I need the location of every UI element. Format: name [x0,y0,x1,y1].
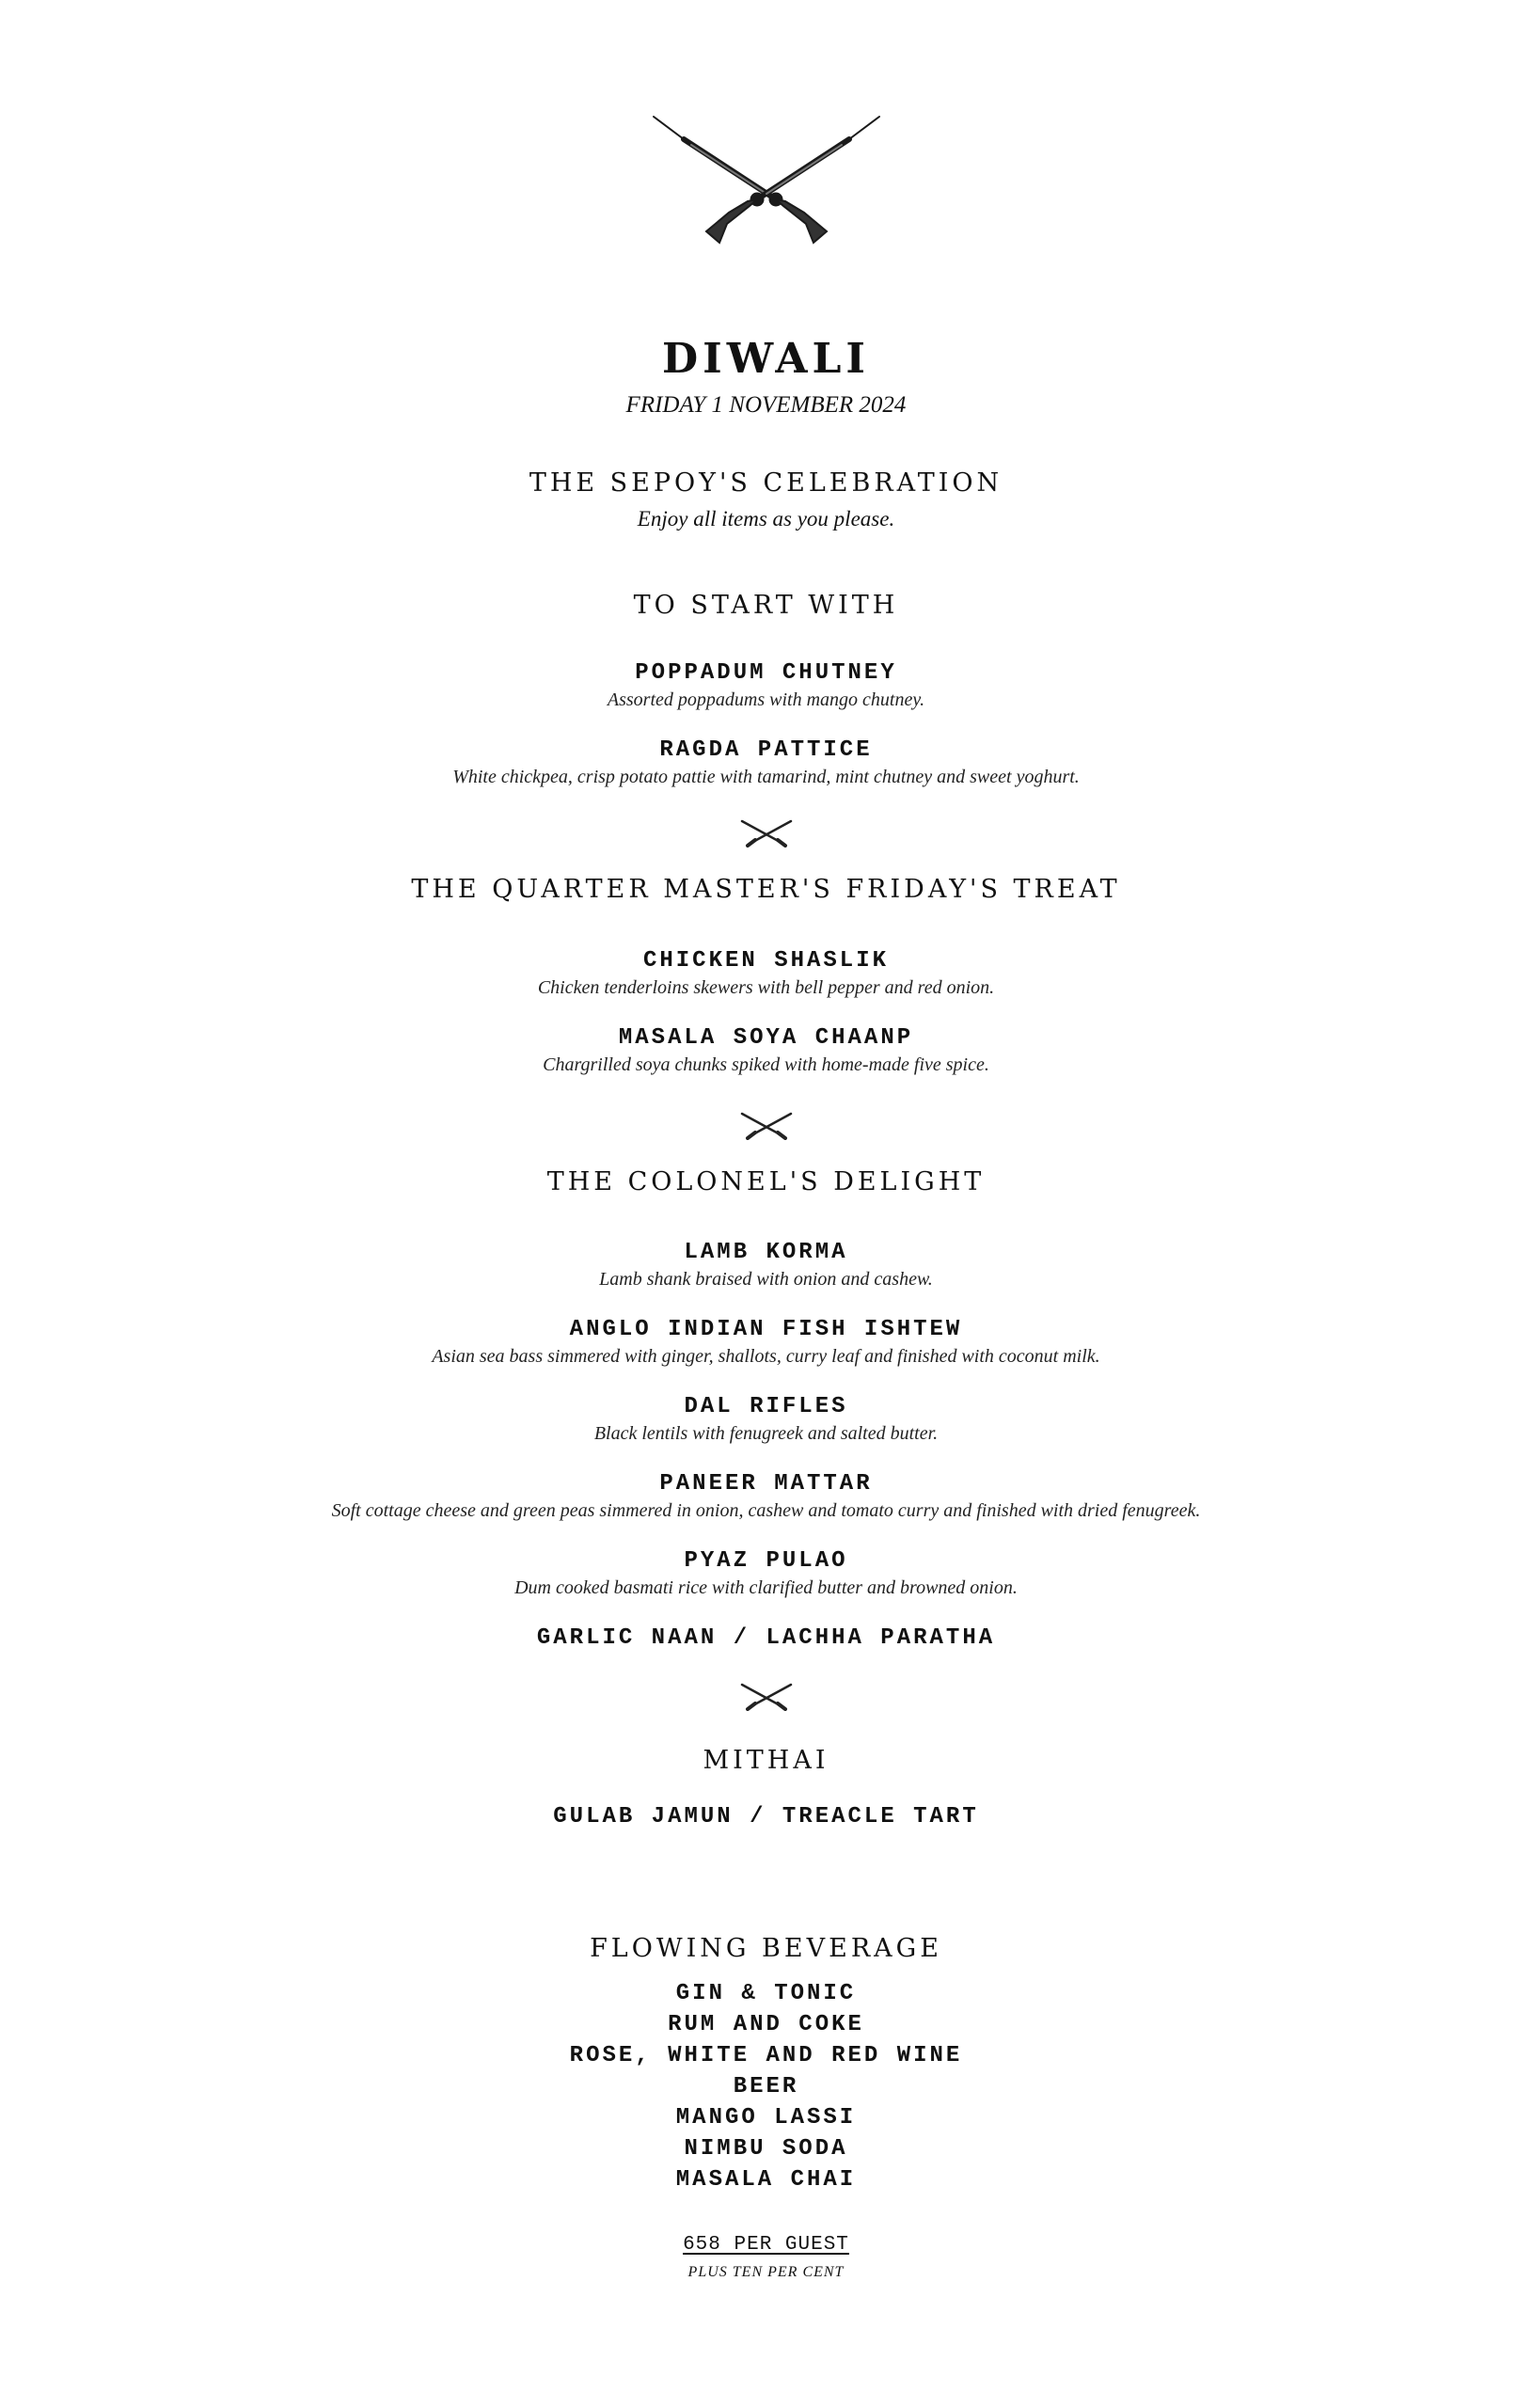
dish-name: GULAB JAMUN / TREACLE TART [553,1804,979,1830]
beverage-item: BEER [733,2074,799,2099]
dish-description: Chicken tenderloins skewers with bell pepper and red onion. [537,977,995,998]
section-heading: MITHAI [703,1746,829,1775]
beverage-item: NIMBU SODA [684,2136,848,2162]
crossed-rifles-divider-icon [0,1110,1532,1140]
dish-description: Lamb shank braised with onion and cashew. [599,1269,933,1290]
dish-name: GARLIC NAAN / LACHHA PARATHA [536,1625,996,1651]
dish-description: Dum cooked basmati rice with clarified butter and browned onion. [514,1577,1018,1598]
dish-name: MASALA SOYA CHAANP [618,1025,914,1051]
dish-name: ANGLO INDIAN FISH ISHTEW [569,1317,963,1342]
beverage-item: GIN & TONIC [675,1981,857,2006]
dish-name: DAL RIFLES [684,1394,848,1419]
menu-title: DIWALI [662,335,870,383]
service-charge-note: PLUS TEN PER CENT [687,2264,845,2280]
section-heading: THE QUARTER MASTER'S FRIDAY'S TREAT [411,875,1121,904]
dish-name: PANEER MATTAR [659,1471,873,1497]
section-heading: TO START WITH [633,591,899,620]
crossed-rifles-divider-icon [0,1681,1532,1711]
dish-name: LAMB KORMA [684,1240,848,1265]
dish-name: POPPADUM CHUTNEY [635,660,897,686]
price-per-guest [0,2235,1532,2255]
beverages-heading: FLOWING BEVERAGE [590,1934,942,1963]
price-text: 658 PER GUEST [683,2234,849,2256]
menu-date: FRIDAY 1 NOVEMBER 2024 [625,392,907,418]
dish-description: Assorted poppadums with mango chutney. [607,689,925,710]
dish-name: RAGDA PATTICE [659,737,873,763]
beverage-item: RUM AND COKE [668,2012,864,2037]
beverage-item: MASALA CHAI [675,2167,857,2193]
beverage-item: ROSE, WHITE AND RED WINE [569,2043,963,2068]
dish-description: Chargrilled soya chunks spiked with home-made five spice. [543,1054,989,1075]
intro-heading: THE SEPOY'S CELEBRATION [529,468,1003,498]
dish-name: CHICKEN SHASLIK [642,948,890,974]
dish-description: Asian sea bass simmered with ginger, shallots, curry leaf and finished with coconut milk. [432,1346,1100,1367]
crossed-rifles-divider-icon [0,817,1532,848]
intro-note: Enjoy all items as you please. [637,507,895,531]
dish-name: PYAZ PULAO [684,1548,848,1574]
dish-description: Soft cottage cheese and green peas simmered in onion, cashew and tomato curry and finished with dried fenugreek. [331,1500,1201,1521]
section-heading: THE COLONEL'S DELIGHT [546,1167,986,1196]
beverage-item: MANGO LASSI [675,2105,857,2131]
dish-description: Black lentils with fenugreek and salted butter. [593,1423,939,1444]
crossed-rifles-logo-icon [0,111,1532,252]
dish-description: White chickpea, crisp potato pattie with tamarind, mint chutney and sweet yoghurt. [452,767,1080,787]
